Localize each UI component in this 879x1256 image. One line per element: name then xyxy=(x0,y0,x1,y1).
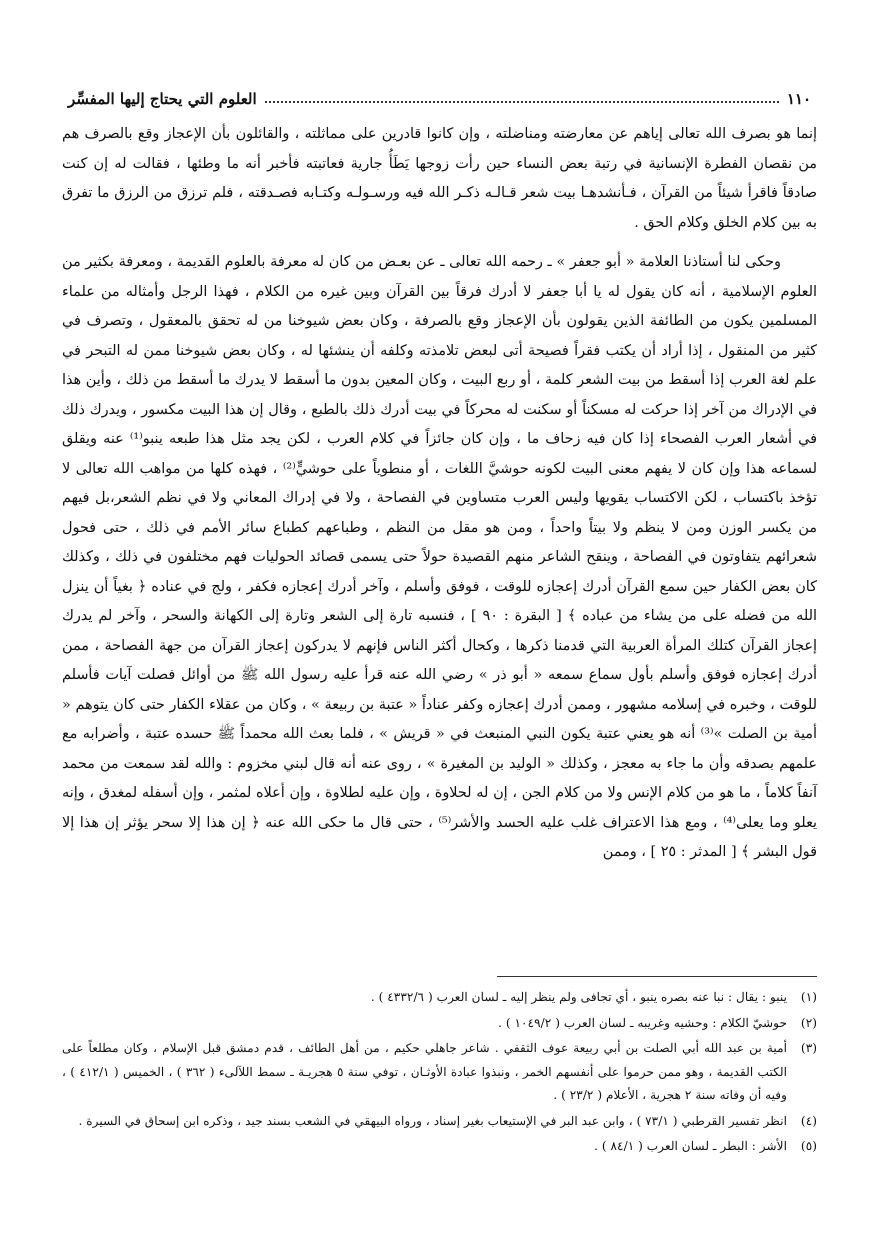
footnote-text: أمية بن عبد الله أبي الصلت بن أبي ربيعة عوف الثقفي . شاعر جاهلي حكيم ، من أهل الطائف ، قدم دمشق قبل الإسلام ، وكان مطلعاً على الكتب القديمة ، وهو ممن حرموا على أنفسهم الخمر ، ونبذوا عبادة الأوثـان ، توفي سنة ٥ هجريـة ـ سمط اللآلىء ( ٣٦٢ ) ، الخميس ( ٤١٢/١ ) ، وفيه أن وفاته سنة ٢ هجرية ، الأعلام ( ٢٣/٢ ) . xyxy=(62,1041,788,1102)
paragraph: وحكى لنا أستاذنا العلامة « أبو جعفر » ـ رحمه الله تعالى ـ عن بعـض من كان له معرفة بالعلوم القديمة ، ومعرفة بكثير من العلوم الإسلامية ، أنه كان يقول له يا أبا جعفر لا أدرك فرقاً بين القرآن وبين غيره من الكلام ، فهذا الرجل وأمثاله من علماء المسلمين يكون من الطائفة الذين يقولون بأن الإعجاز وقع بالصرفة ، وكان بعض شيوخنا من له تحقق بالمعقول ، وتصرف في كثير من المنقول ، إذا أراد أن يكتب فقراً فصيحة أتى لبعض تلامذته وكلفه أن ينشئها له ، وكان بعض شيوخنا ممن له التبحر في علم لغة العرب إذا أسقط من بيت الشعر كلمة ، أو ربع البيت ، وكان المعين بدون ما أسقط لا يدرك ما أسقط من ذلك ، وأين هذا في الإدراك من آخر إذا حركت له مسكناً أو سكنت له محركاً في بيت أدرك ذلك بالطبع ، وقال إن هذا البيت مكسور ، ويدرك ذلك في أشعار العرب الفصحاء إذا كان فيه زحاف ما ، وإن كان جائزاً في كلام العرب ، لكن يجد مثل هذا طبعه ينبو⁽¹⁾ عنه ويقلق لسماعه هذا وإن كان لا يفهم معنى البيت لكونه حوشيَّ اللغات ، أو منطوياً على حوشيٍّ⁽²⁾ ، فهذه كلها من مواهب الله تعالى لا تؤخذ باكتساب ، لكن الاكتساب يقويها وليس العرب متساوين في الفصاحة ، ولا في إدراك المعاني ولا في نظم الشعر،بل فيهم من يكسر الوزن ومن لا ينظم ولا بيتاً واحداً ، ومن هو مقل من النظم ، وطباعهم كطباع سائر الأمم في ذلك ، حتى فحول شعرائهم يتفاوتون في الفصاحة ، وينقح الشاعر منهم القصيدة حولاً حتى يسمى قصائد الحوليات فهم مختلفون في ذلك ، وكذلك كان بعض الكفار حين سمع القرآن أدرك إعجازه للوقت ، فوفق وأسلم ، وآخر أدرك إعجازه فكفر ، ولج في عناده ﴿ بغياً أن ينزل الله من فضله على من يشاء من عباده ﴾ [ البقرة : ٩٠ ] ، فنسبه تارة إلى الشعر وتارة إلى الكهانة والسحر ، وآخر لم يدرك إعجاز القرآن كتلك المرأة العربية التي قدمنا ذكرها ، وكحال أكثر الناس فإنهم لا يدركون إعجاز القرآن من جهة الفصاحة ، ممن أدرك إعجازه فوفق وأسلم بأول سماع سمعه « أبو ذر » رضي الله عنه قرأ عليه رسول الله ﷺ من أوائل فصلت آيات فأسلم للوقت ، وخبره في إسلامه مشهور ، وممن أدرك إعجازه وكفر عناداً « عتبة بن ربيعة » ، وكان من عقلاء الكفار حتى كان يتوهم « أمية بن الصلت »⁽³⁾ أنه هو يعني عتبة يكون النبي المنبعث في « قريش » ، فلما بعث الله محمداً ﷺ حسده عتبة ، وأضرابه مع علمهم بصدقه وأن ما جاء به معجز ، وكذلك « الوليد بن المغيرة » ، روى عنه أنه قال لبني مخزوم : والله لقد سمعت من محمد آنفاً كلاماً ، ما هو من كلام الإنس ولا من كلام الجن ، إن له لحلاوة ، وإن عليه لطلاوة ، وإن أعلاه لمثمر ، وإن أسفله لمغدق ، وإنه يعلو وما يعلى⁽⁴⁾ ، ومع هذا الاعتراف غلب عليه الحسد والأشر⁽⁵⁾ ، حتى قال ما حكى الله عنه ﴿ إن هذا إلا سحر يؤثر إن هذا إلا قول البشر ﴾ [ المدثر : ٢٥ ] ، وممن xyxy=(62,254,818,860)
footnote-number: (١) xyxy=(800,990,817,1004)
footnote xyxy=(62,1012,817,1036)
footnotes xyxy=(62,986,817,1161)
footnote-number: (٢) xyxy=(800,1015,817,1030)
footnote-number: (٤) xyxy=(800,1113,817,1128)
footnote-number: (٣) xyxy=(800,1041,817,1055)
running-title: العلوم التي يحتاج إليها المفسِّر xyxy=(68,90,257,108)
running-header xyxy=(68,84,811,108)
main-text xyxy=(62,120,817,878)
footnote xyxy=(62,1037,817,1108)
footnote-text: الأشر : البطر ـ لسان العرب ( ٨٤/١ ) . xyxy=(594,1139,787,1153)
footnote-number: (٥) xyxy=(800,1139,817,1153)
page-number: ١١٠ xyxy=(786,90,811,108)
footnote xyxy=(62,1135,817,1159)
dotted-leader xyxy=(265,101,779,103)
footnote-text: انظر تفسير القرطبي ( ٧٣/١ ) ، وابن عبد البر في الإستيعاب بغير إسناد ، ورواه البيهقي في الشعب بسند جيد ، وذكره ابن إسحاق في السيرة . xyxy=(78,1113,787,1128)
footnote-separator xyxy=(497,976,817,977)
paragraph: إنما هو بصرف الله تعالى إياهم عن معارضته ومناضلته ، وإن كانوا قادرين على مماثلته ، والقائلون بأن الإعجاز وقع بالصرف هم من نقصان الفطرة الإنسانية في رتبة بعض النساء حين رأت زوجها يَطَأُ جارية فعاتبته فأخبر أنه ما وطئها ، فقالت له إن كنت صادقاً فاقرأ شيئاً من القرآن ، فـأنشدهـا بيت شعر قـالـه ذكـر الله فيه ورسـولـه وكتـابه فصـدقته ، فلم ترزق من الرزق ما تفرق به بين كلام الخلق وكلام الحق . xyxy=(62,126,817,231)
footnote xyxy=(62,986,817,1010)
footnote-text: ينبو : يقال : نبا عنه بصره ينبو ، أي تجافى ولم ينظر إليه ـ لسان العرب ( ٤٣٣٢/٦ ) . xyxy=(370,990,787,1004)
footnote-text: حوشيّ الكلام : وحشيه وغريبه ـ لسان العرب ( ١٠٤٩/٢ ) . xyxy=(498,1015,787,1030)
footnote xyxy=(62,1110,817,1134)
